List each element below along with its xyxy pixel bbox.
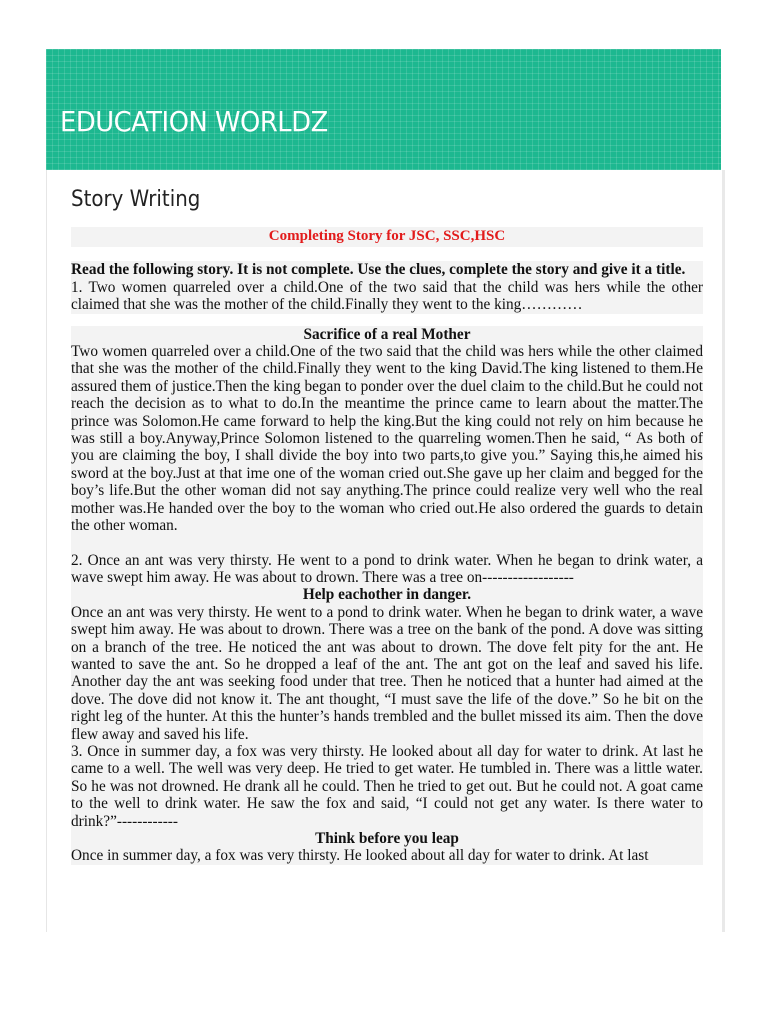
story-3-title: Think before you leap xyxy=(315,830,459,847)
story-3-body: Once in summer day, a fox was very thirsty. He looked about all day for water to drink. At last xyxy=(71,847,649,865)
site-header xyxy=(46,49,721,170)
story-2-prompt: 2. Once an ant was very thirsty. He went to a pond to drink water. When he began to drink water, a wave swept him away. He was about to drown. There was a tree on------------------ xyxy=(71,551,703,586)
story-1-prompt: 1. Two women quarreled over a child.One of the two said that the child was hers while the other claimed that she was the mother of the child.Finally they went to the king………… xyxy=(71,278,703,314)
post-content xyxy=(71,227,703,865)
story-2-title: Help eachother in danger. xyxy=(302,586,472,604)
post-subtitle: Completing Story for JSC, SSC,HSC xyxy=(71,227,703,247)
story-1-block xyxy=(71,261,703,313)
story-1-title: Sacrifice of a real Mother xyxy=(303,325,471,343)
story-1-answer xyxy=(71,326,703,865)
story-1-body: Two women quarreled over a child.One of the two said that the child was hers while the other claimed that she was the mother of the child.Finally they went to the king David.The king listened to them.He assured them of justice.Then the king began to ponder over the duel claim to the child.But he could not reach the decision as to what to do.In the meantime the prince came to learn about the matter.The prince was Solomon.He came forward to help the king.But the king could not rely on him because he was still a boy.Anyway,Prince Solomon listened to the quarreling women.Then he said, “ As both of you are claiming the boy, I shall divide the boy into two parts,to give you.” Saying this,he aimed his sword at the boy.Just at that ime one of the woman cried out.She gave up her claim and begged for the boy’s life.But the other woman did not say anything.The prince could realize very well who the real mother was.He handed over the boy to the woman who cried out.He also ordered the guards to detain the other woman. xyxy=(71,343,703,535)
site-title[interactable]: EDUCATION WORLDZ xyxy=(60,105,328,138)
post-panel xyxy=(46,170,725,932)
story-2-body: Once an ant was very thirsty. He went to a pond to drink water. When he began to drink water, a wave swept him away. He was about to drown. There was a tree on the bank of the pond. A dove was sitting on a branch of the tree. He noticed the ant was about to drown. The dove felt pity for the ant. He wanted to save the ant. So he dropped a leaf of the ant. The ant got on the leaf and saved his life. Another day the ant was seeking food under that tree. Then he noticed that a hunter had aimed at the dove. The dove did not know it. The ant thought, “I must save the life of the dove.” So he bit on the right leg of the hunter. At this the hunter’s hands trembled and the bullet missed its aim. Then the dove flew away and saved his life. xyxy=(71,603,703,743)
post-title: Story Writing xyxy=(71,187,201,212)
instruction: Read the following story. It is not complete. Use the clues, complete the story and give it a title. xyxy=(71,261,686,279)
story-3-prompt: 3. Once in summer day, a fox was very thirsty. He looked about all day for water to drink. At last he came to a well. The well was very deep. He tried to get water. He tumbled in. There was a little water. So he was not drowned. He drank all he could. Then he tried to get out. But he could not. A goat came to the well to drink water. He saw the fox and said, “I could not get any water. Is there water to drink?”------------ xyxy=(71,742,703,830)
